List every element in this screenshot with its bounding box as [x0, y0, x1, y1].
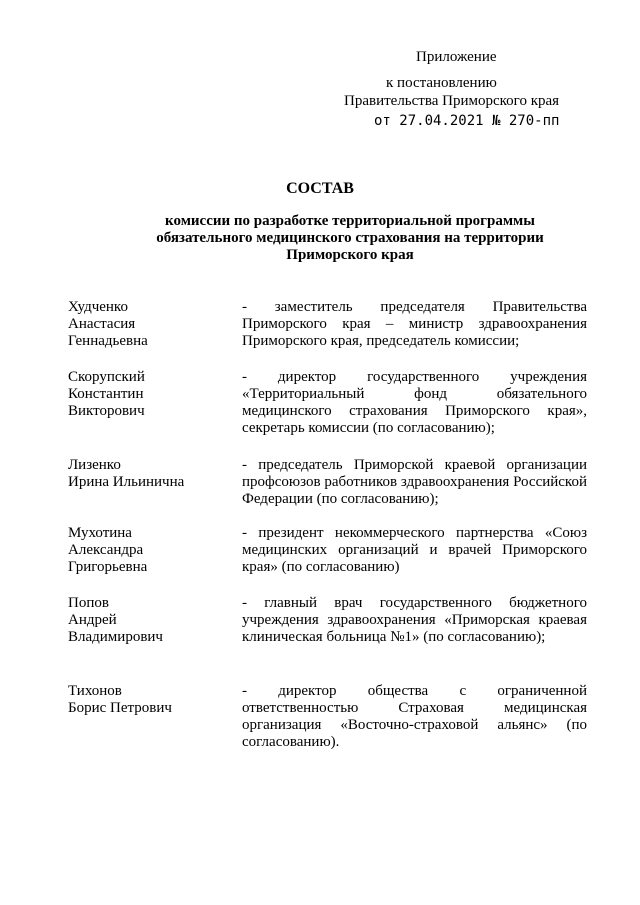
member-name: [68, 369, 228, 420]
government-label: Правительства Приморского края: [344, 93, 560, 109]
member-patronymic: Григорьевна: [68, 559, 148, 575]
member-first-name: Ирина Ильинична: [68, 474, 185, 490]
member-name: [68, 683, 228, 717]
member-role: - главный врач государственного бюджетного учреждения здравоохранения «Приморская краевая клиническая больница №1» (по согласованию);: [242, 595, 587, 645]
member-patronymic: Викторович: [68, 403, 145, 419]
appendix-label: Приложение: [416, 49, 497, 65]
subtitle-line-3: Приморского края: [286, 247, 414, 263]
subtitle-line-1: комиссии по разработке территориальной программы: [165, 213, 535, 229]
member-role: - директор государственного учреждения «Территориальный фонд обязательного медицинского страхования Приморского края», секретарь комиссии (по согласованию);: [242, 369, 587, 436]
resolution-label: к постановлению: [386, 75, 497, 91]
member-name: [68, 299, 228, 350]
member-first-name: Андрей: [68, 612, 117, 628]
member-first-name: Анастасия: [68, 316, 136, 332]
member-surname: Худченко: [68, 299, 128, 315]
subtitle-line-2: обязательного медицинского страхования на территории: [156, 230, 544, 246]
document-subtitle: [60, 213, 640, 264]
document-title: СОСТАВ: [286, 180, 354, 197]
document-header: [340, 48, 580, 130]
member-first-name: Константин: [68, 386, 144, 402]
member-patronymic: Геннадьевна: [68, 333, 148, 349]
member-first-name: Александра: [68, 542, 144, 558]
member-surname: Мухотина: [68, 525, 132, 541]
member-role: - директор общества с ограниченной ответственностью Страховая медицинская организация «Восточно-страховой альянс» (по согласованию).: [242, 683, 587, 750]
member-surname: Лизенко: [68, 457, 121, 473]
member-surname: Тихонов: [68, 683, 122, 699]
member-role: - заместитель председателя Правительства Приморского края – министр здравоохранения Приморского края, председатель комиссии;: [242, 299, 587, 349]
member-role: - председатель Приморской краевой организации профсоюзов работников здравоохранения Российской Федерации (по согласованию);: [242, 457, 587, 507]
member-name: [68, 525, 228, 576]
member-role: - президент некоммерческого партнерства «Союз медицинских организаций и врачей Приморского края» (по согласованию): [242, 525, 587, 575]
member-patronymic: Владимирович: [68, 629, 163, 645]
member-surname: Скорупский: [68, 369, 145, 385]
member-name: [68, 595, 228, 646]
member-surname: Попов: [68, 595, 109, 611]
member-name: [68, 457, 228, 491]
resolution-date-number: от 27.04.2021 № 270-пп: [374, 113, 560, 129]
member-first-name: Борис Петрович: [68, 700, 172, 716]
